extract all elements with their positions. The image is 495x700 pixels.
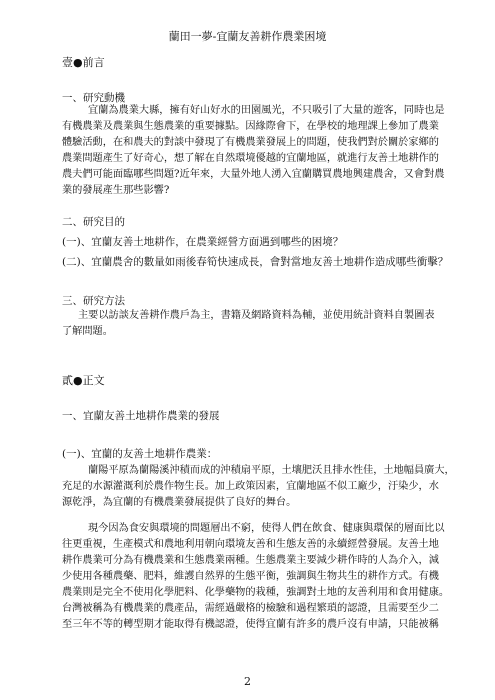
text-line: 蘭陽平原為蘭陽溪沖積而成的沖積扇平原，土壤肥沃且排水性佳，土地幅員廣大， bbox=[88, 465, 455, 476]
text-line: 農業則是完全不使用化學肥料、化學藥物的栽種，強調對土地的友善利用和食用健康。 bbox=[62, 587, 450, 598]
text-line: 耕作農業可分為有機農業和生態農業兩種。生態農業主要減少耕作時的人為介入，減 bbox=[62, 555, 439, 566]
heading-research-purpose: 二、研究目的 bbox=[62, 216, 125, 228]
text-line: 體驗活動，在和農夫的對談中發現了有機農業發展上的問題，使我們對於關於家鄉的 bbox=[62, 137, 439, 148]
text-line: 業的發展產生那些影響? bbox=[62, 185, 170, 196]
page-number: 2 bbox=[244, 675, 251, 688]
paragraph-research-motivation bbox=[62, 103, 445, 199]
paragraph-research-method bbox=[62, 308, 435, 340]
text-line: 農業問題產生了好奇心，想了解在自然環境優越的宜蘭地區，就進行友善土地耕作的 bbox=[62, 153, 439, 164]
text-line: 台灣被稱為有機農業的農產品，需經過嚴格的檢驗和過程繁瑣的認證，且需要至少二 bbox=[62, 603, 439, 614]
heading-research-method: 三、研究方法 bbox=[62, 295, 125, 307]
section-heading-preface: 壹●前言 bbox=[62, 56, 105, 69]
heading-research-motivation: 一、研究動機 bbox=[62, 92, 125, 104]
purpose-item-1: (一)、宜蘭友善土地耕作，在農業經營方面遇到哪些的困境？ bbox=[62, 236, 344, 248]
text-line: 至三年不等的轉型期才能取得有機認證，使得宜蘭有許多的農戶沒有申請，只能被稱 bbox=[62, 619, 439, 630]
text-line: 農夫們可能面臨哪些問題?近年來，大量外地人湧入宜蘭購買農地興建農舍，又會對農 bbox=[62, 169, 445, 180]
text-line: 充足的水源灌溉利於農作物生長。加上政策因素，宜蘭地區不似工廠少，汙染少，水 bbox=[62, 481, 439, 492]
text-line: 主要以訪談友善耕作農戶為主，書籍及網路資料為輔，並使用統計資料自製圖表 bbox=[78, 310, 435, 321]
paragraph-geography bbox=[62, 463, 455, 511]
heading-yilan-friendly-farming: (一)、宜蘭的友善土地耕作農業： bbox=[62, 448, 218, 460]
text-line: 現今因為食安與環境的問題層出不窮，使得人們在飲食、健康與環保的層面比以 bbox=[88, 523, 445, 534]
text-line: 少使用各種農藥、肥料，維護自然界的生態平衡，強調與生物共生的耕作方式。有機 bbox=[62, 571, 439, 582]
text-line: 有機農業及農業與生態農業的重要據點。因緣際會下，在學校的地理課上參加了農業 bbox=[62, 121, 439, 132]
text-line: 源乾淨，為宜蘭的有機農業發展提供了良好的舞台。 bbox=[62, 497, 297, 508]
heading-friendly-farming-development: 一、宜蘭友善土地耕作農業的發展 bbox=[62, 410, 220, 422]
section-heading-main-text: 貳●正文 bbox=[62, 374, 105, 387]
text-line: 了解問題。 bbox=[62, 326, 113, 337]
paragraph-organic-ecological bbox=[62, 521, 449, 633]
purpose-item-2: (二)、宜蘭農舍的數量如雨後春筍快速成長，會對當地友善土地耕作造成哪些衝擊？ bbox=[62, 256, 449, 268]
text-line: 宜蘭為農業大縣，擁有好山好水的田園風光，不只吸引了大量的遊客，同時也是 bbox=[88, 105, 445, 116]
document-title: 蘭田一夢-宜蘭友善耕作農業困境 bbox=[168, 30, 327, 43]
text-line: 往更重視，生產模式和農地利用朝向環境友善和生態友善的永續經營發展。友善土地 bbox=[62, 539, 439, 550]
